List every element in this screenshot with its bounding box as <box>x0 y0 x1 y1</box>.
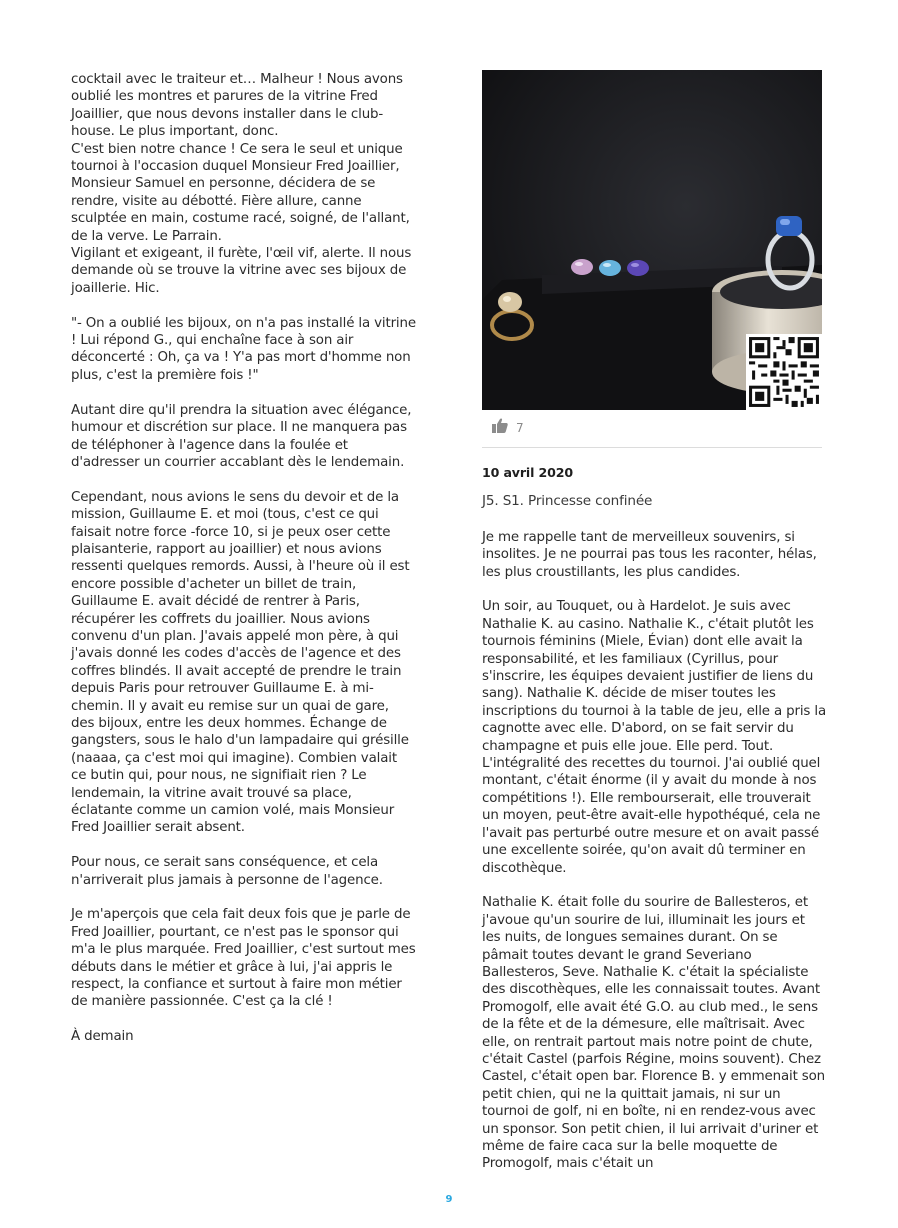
paragraph: C'est bien notre chance ! Ce sera le seul et unique tournoi à l'occasion duquel Monsieur Fred Joaillier, Monsieur Samuel en personne, décidera de se rendre, visite au débotté. Fière allure, canne sculptée en main, costume racé, soigné, de l'allant, de la verve. Le Parrain. <box>71 141 410 244</box>
left-column <box>71 71 416 1063</box>
paragraph: Pour nous, ce serait sans conséquence, et cela n'arriverait plus jamais à personne de l'agence. <box>71 855 383 888</box>
paragraph: cocktail avec le traiteur et… Malheur ! Nous avons oublié les montres et parures de la vitrine Fred Joaillier, que nous devons installer dans le club-house. Le plus important, donc. <box>71 72 403 140</box>
likes-count: 7 <box>516 420 524 435</box>
paragraph: À demain <box>71 1029 134 1045</box>
paragraph: Je m'aperçois que cela fait deux fois que je parle de Fred Joaillier, pourtant, ce n'est pas le sponsor qui m'a le plus marquée. Fred Joaillier, c'est surtout mes débuts dans le métier et grâce à lui, j'ai appris le respect, la confiance et surtout à faire mon métier de manière passionnée. C'est ça la clé ! <box>71 907 416 1010</box>
paragraph: Je me rappelle tant de merveilleux souvenirs, si insolites. Je ne pourrai pas tous les raconter, hélas, les plus croustillants, les plus candides. <box>482 529 817 580</box>
post-title: J5. S1. Princesse confinée <box>482 493 653 510</box>
qr-code-pattern <box>746 334 822 410</box>
jewelry-photo[interactable] <box>482 70 822 410</box>
paragraph: Un soir, au Touquet, ou à Hardelot. Je suis avec Nathalie K. au casino. Nathalie K., c'était plutôt les tournois féminins (Miele, Évian) dont elle avait la responsabilité, et les familiaux (Cyrillus, pour s'inscrire, les équipes devaient justifier de liens du sang). Nathalie K. décide de miser toutes les inscriptions du tournoi à la table de jeu, elle a pris la cagnotte avec elle. D'abord, on se fait servir du champagne et puis elle joue. Elle perd. Tout. L'intégralité des recettes du tournoi. J'ai oublié quel montant, c'était énorme (il y avait du monde à nos compétitions !). Elle rembourserait, elle trouverait un moyen, peut-être avait-elle hypothéqué, cela ne l'avait pas perturbé outre mesure et on avait passé une excellente soirée, qu'on avait dû terminer en discothèque. <box>482 599 826 876</box>
paragraph: Nathalie K. était folle du sourire de Ballesteros, et j'avoue qu'un sourire de lui, illuminait les jours et les nuits, de longues semaines durant. On se pâmait toutes devant le grand Severiano Ballesteros, Seve. Nathalie K. c'était la spécialiste des discothèques, elle les connaissait toutes. Avant Promogolf, elle avait été G.O. au club med., le sens de la fête et de la démesure, elle maîtrisait. Avec elle, on rentrait partout mais notre point de chute, c'était Castel (parfois Régine, moins souvent). Chez Castel, c'était open bar. Florence B. y emmenait son petit chien, qui ne la quittait jamais, ni sur un tournoi de golf, ni en boîte, ni en rendez-vous avec un sponsor. Son petit chien, il lui arrivait d'uriner et même de faire caca sur la belle moquette de Promogolf, mais c'était un <box>482 895 826 1172</box>
paragraph: Autant dire qu'il prendra la situation avec élégance, humour et discrétion sur place. Il ne manquera pas de téléphoner à l'agence dans la foulée et d'adresser un courrier accablant dès le lendemain. <box>71 402 412 470</box>
right-column <box>482 70 827 1190</box>
paragraph: "- On a oublié les bijoux, on n'a pas installé la vitrine ! Lui répond G., qui enchaîne face à son air déconcerté : Oh, ça va ! Y'a pas mort d'homme non plus, c'est la première fois !" <box>71 315 416 383</box>
thumbs-up-icon[interactable] <box>492 418 508 438</box>
page-number: 9 <box>445 1194 453 1205</box>
thumbs-up-shape <box>492 418 508 433</box>
qr-code-icon[interactable] <box>746 334 822 410</box>
likes-bar <box>482 410 822 448</box>
paragraph: Vigilant et exigeant, il furète, l'œil vif, alerte. Il nous demande où se trouve la vitrine avec ses bijoux de joaillerie. Hic. <box>71 246 412 296</box>
paragraph: Cependant, nous avions le sens du devoir et de la mission, Guillaume E. et moi (tous, c'est ce qui faisait notre force -force 10, si je peux oser cette plaisanterie, rapport au joaillier) et nous avions ressenti quelques remords. Aussi, à l'heure où il est encore possible d'acheter un billet de train, Guillaume E. avait décidé de rentrer à Paris, récupérer les coffrets du joaillier. Nous avions convenu d'un plan. J'avais appelé mon père, à qui j'avais donné les codes d'accès de l'agence et des coffres blindés. Il avait accepté de prendre le train depuis Paris pour retrouver Guillaume E. à mi-chemin. Il y avait eu remise sur un quai de gare, des bijoux, entre les deux hommes. Échange de gangsters, sous le halo d'un lampadaire qui grésille (naaaa, ça c'est moi qui imagine). Combien valait ce butin qui, pour nous, ne signifiait rien ? Le lendemain, la vitrine avait trouvé sa place, éclatante comme un camion volé, mais Monsieur Fred Joaillier serait absent. <box>71 489 410 836</box>
post-date: 10 avril 2020 <box>482 465 573 480</box>
